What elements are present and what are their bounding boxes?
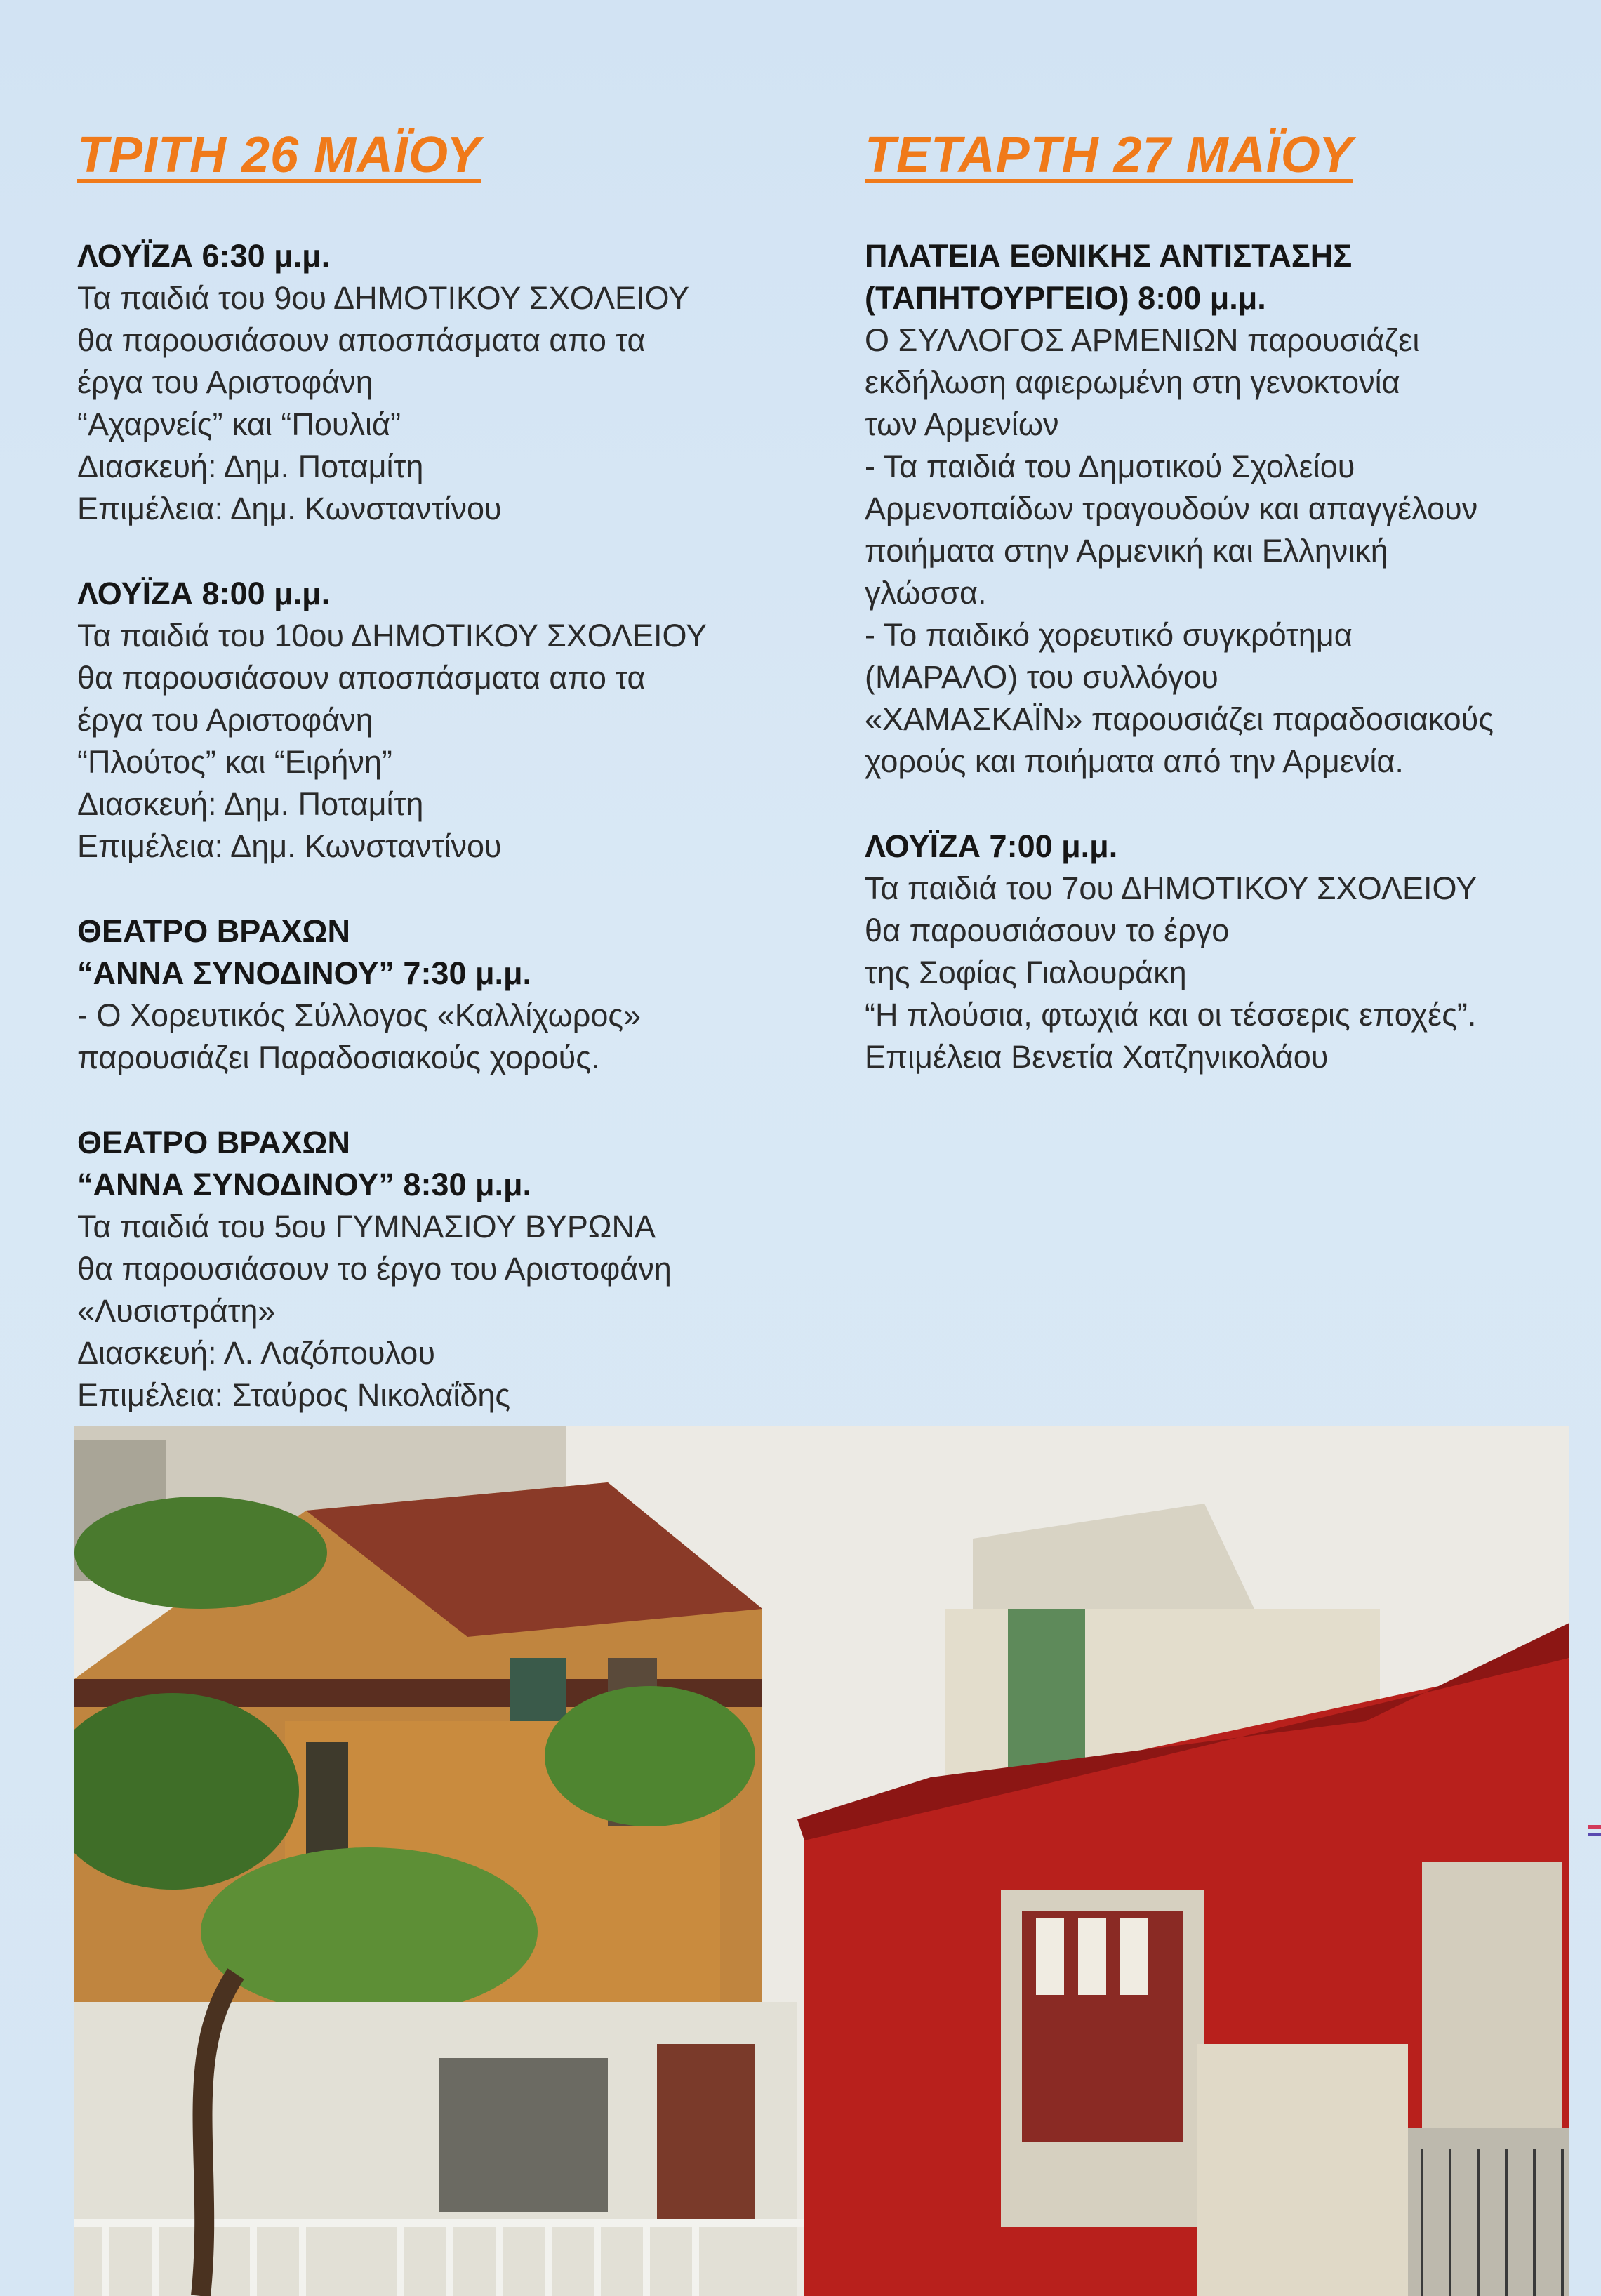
event-text: εκδήλωση αφιερωμένη στη γενοκτονία: [865, 364, 1400, 400]
event-block: [77, 235, 793, 530]
event-text: “Πλούτος” και “Ειρήνη”: [77, 744, 392, 780]
event-block: [77, 1122, 793, 1416]
event-text: Επιμέλεια: Σταύρος Νικολαΐδης: [77, 1377, 511, 1413]
event-heading: “ΑΝΝΑ ΣΥΝΟΔΙΝΟΥ” 7:30 μ.μ.: [77, 955, 532, 991]
event-text: Τα παιδιά του 5ου ΓΥΜΝΑΣΙΟΥ ΒΥΡΩΝΑ: [77, 1209, 656, 1245]
edge-color-marks: [1588, 1825, 1601, 1853]
event-text: “Η πλούσια, φτωχιά και οι τέσσερις εποχές”.: [865, 997, 1477, 1033]
event-heading: ΠΛΑΤΕΙΑ ΕΘΝΙΚΗΣ ΑΝΤΙΣΤΑΣΗΣ: [865, 238, 1353, 274]
event-heading: ΘΕΑΤΡΟ ΒΡΑΧΩΝ: [77, 1124, 351, 1160]
event-text: «Λυσιστράτη»: [77, 1293, 276, 1329]
event-text: «ΧΑΜΑΣΚΑΪΝ» παρουσιάζει παραδοσιακούς: [865, 701, 1494, 737]
event-text: Τα παιδιά του 7ου ΔΗΜΟΤΙΚΟΥ ΣΧΟΛΕΙΟΥ: [865, 870, 1477, 906]
event-text: της Σοφίας Γιαλουράκη: [865, 955, 1187, 990]
event-text: - Το παιδικό χορευτικό συγκρότημα: [865, 617, 1353, 653]
event-block: [77, 910, 793, 1079]
event-text: θα παρουσιάσουν το έργο του Αριστοφάνη: [77, 1251, 672, 1287]
event-text: Επιμέλεια: Δημ. Κωνσταντίνου: [77, 828, 502, 864]
event-text: “Αχαρνείς” και “Πουλιά”: [77, 406, 401, 442]
event-text: παρουσιάζει Παραδοσιακούς χορούς.: [77, 1040, 600, 1075]
wednesday-events: [865, 235, 1574, 1121]
event-text: Διασκευή: Δημ. Ποταμίτη: [77, 449, 424, 484]
event-block: [865, 235, 1574, 783]
event-heading: ΛΟΥΪΖΑ 8:00 μ.μ.: [77, 576, 331, 611]
event-text: Τα παιδιά του 10ου ΔΗΜΟΤΙΚΟΥ ΣΧΟΛΕΙΟΥ: [77, 618, 708, 653]
event-text: - Ο Χορευτικός Σύλλογος «Καλλίχωρος»: [77, 997, 642, 1033]
event-block: [865, 825, 1574, 1078]
tuesday-events: [77, 235, 793, 1459]
event-text: γλώσσα.: [865, 575, 987, 611]
event-text: θα παρουσιάσουν το έργο: [865, 913, 1230, 948]
event-text: ποιήματα στην Αρμενική και Ελληνική: [865, 533, 1388, 569]
event-heading: ΛΟΥΪΖΑ 7:00 μ.μ.: [865, 828, 1118, 864]
event-text: χορούς και ποιήματα από την Αρμενία.: [865, 743, 1404, 779]
event-heading: ΘΕΑΤΡΟ ΒΡΑΧΩΝ: [77, 913, 351, 949]
houses-photo: [74, 1426, 1569, 2296]
event-text: έργα του Αριστοφάνη: [77, 364, 373, 400]
event-block: [77, 573, 793, 868]
event-text: θα παρουσιάσουν αποσπάσματα απο τα: [77, 660, 646, 696]
event-text: - Τα παιδιά του Δημοτικού Σχολείου: [865, 449, 1355, 484]
event-heading: ΛΟΥΪΖΑ 6:30 μ.μ.: [77, 238, 331, 274]
event-text: Αρμενοπαίδων τραγουδούν και απαγγέλουν: [865, 491, 1478, 526]
event-text: Διασκευή: Λ. Λαζόπουλου: [77, 1335, 435, 1371]
event-text: (ΜΑΡΑΛΟ) του συλλόγου: [865, 659, 1218, 695]
event-text: Επιμέλεια Βενετία Χατζηνικολάου: [865, 1039, 1329, 1075]
event-text: Τα παιδιά του 9ου ΔΗΜΟΤΙΚΟΥ ΣΧΟΛΕΙΟΥ: [77, 280, 690, 316]
event-text: Διασκευή: Δημ. Ποταμίτη: [77, 786, 424, 822]
wednesday-title: ΤΕΤΑΡΤΗ 27 ΜΑΪΟΥ: [865, 127, 1353, 183]
event-text: θα παρουσιάσουν αποσπάσματα απο τα: [77, 322, 646, 358]
event-heading: “ΑΝΝΑ ΣΥΝΟΔΙΝΟΥ” 8:30 μ.μ.: [77, 1167, 532, 1202]
event-text: έργα του Αριστοφάνη: [77, 702, 373, 738]
event-text: Επιμέλεια: Δημ. Κωνσταντίνου: [77, 491, 502, 526]
event-text: Ο ΣΥΛΛΟΓΟΣ ΑΡΜΕΝΙΩΝ παρουσιάζει: [865, 322, 1420, 358]
event-text: των Αρμενίων: [865, 406, 1059, 442]
event-heading: (ΤΑΠΗΤΟΥΡΓΕΙΟ) 8:00 μ.μ.: [865, 280, 1266, 316]
tuesday-title: ΤΡΙΤΗ 26 ΜΑΪΟΥ: [77, 127, 481, 183]
